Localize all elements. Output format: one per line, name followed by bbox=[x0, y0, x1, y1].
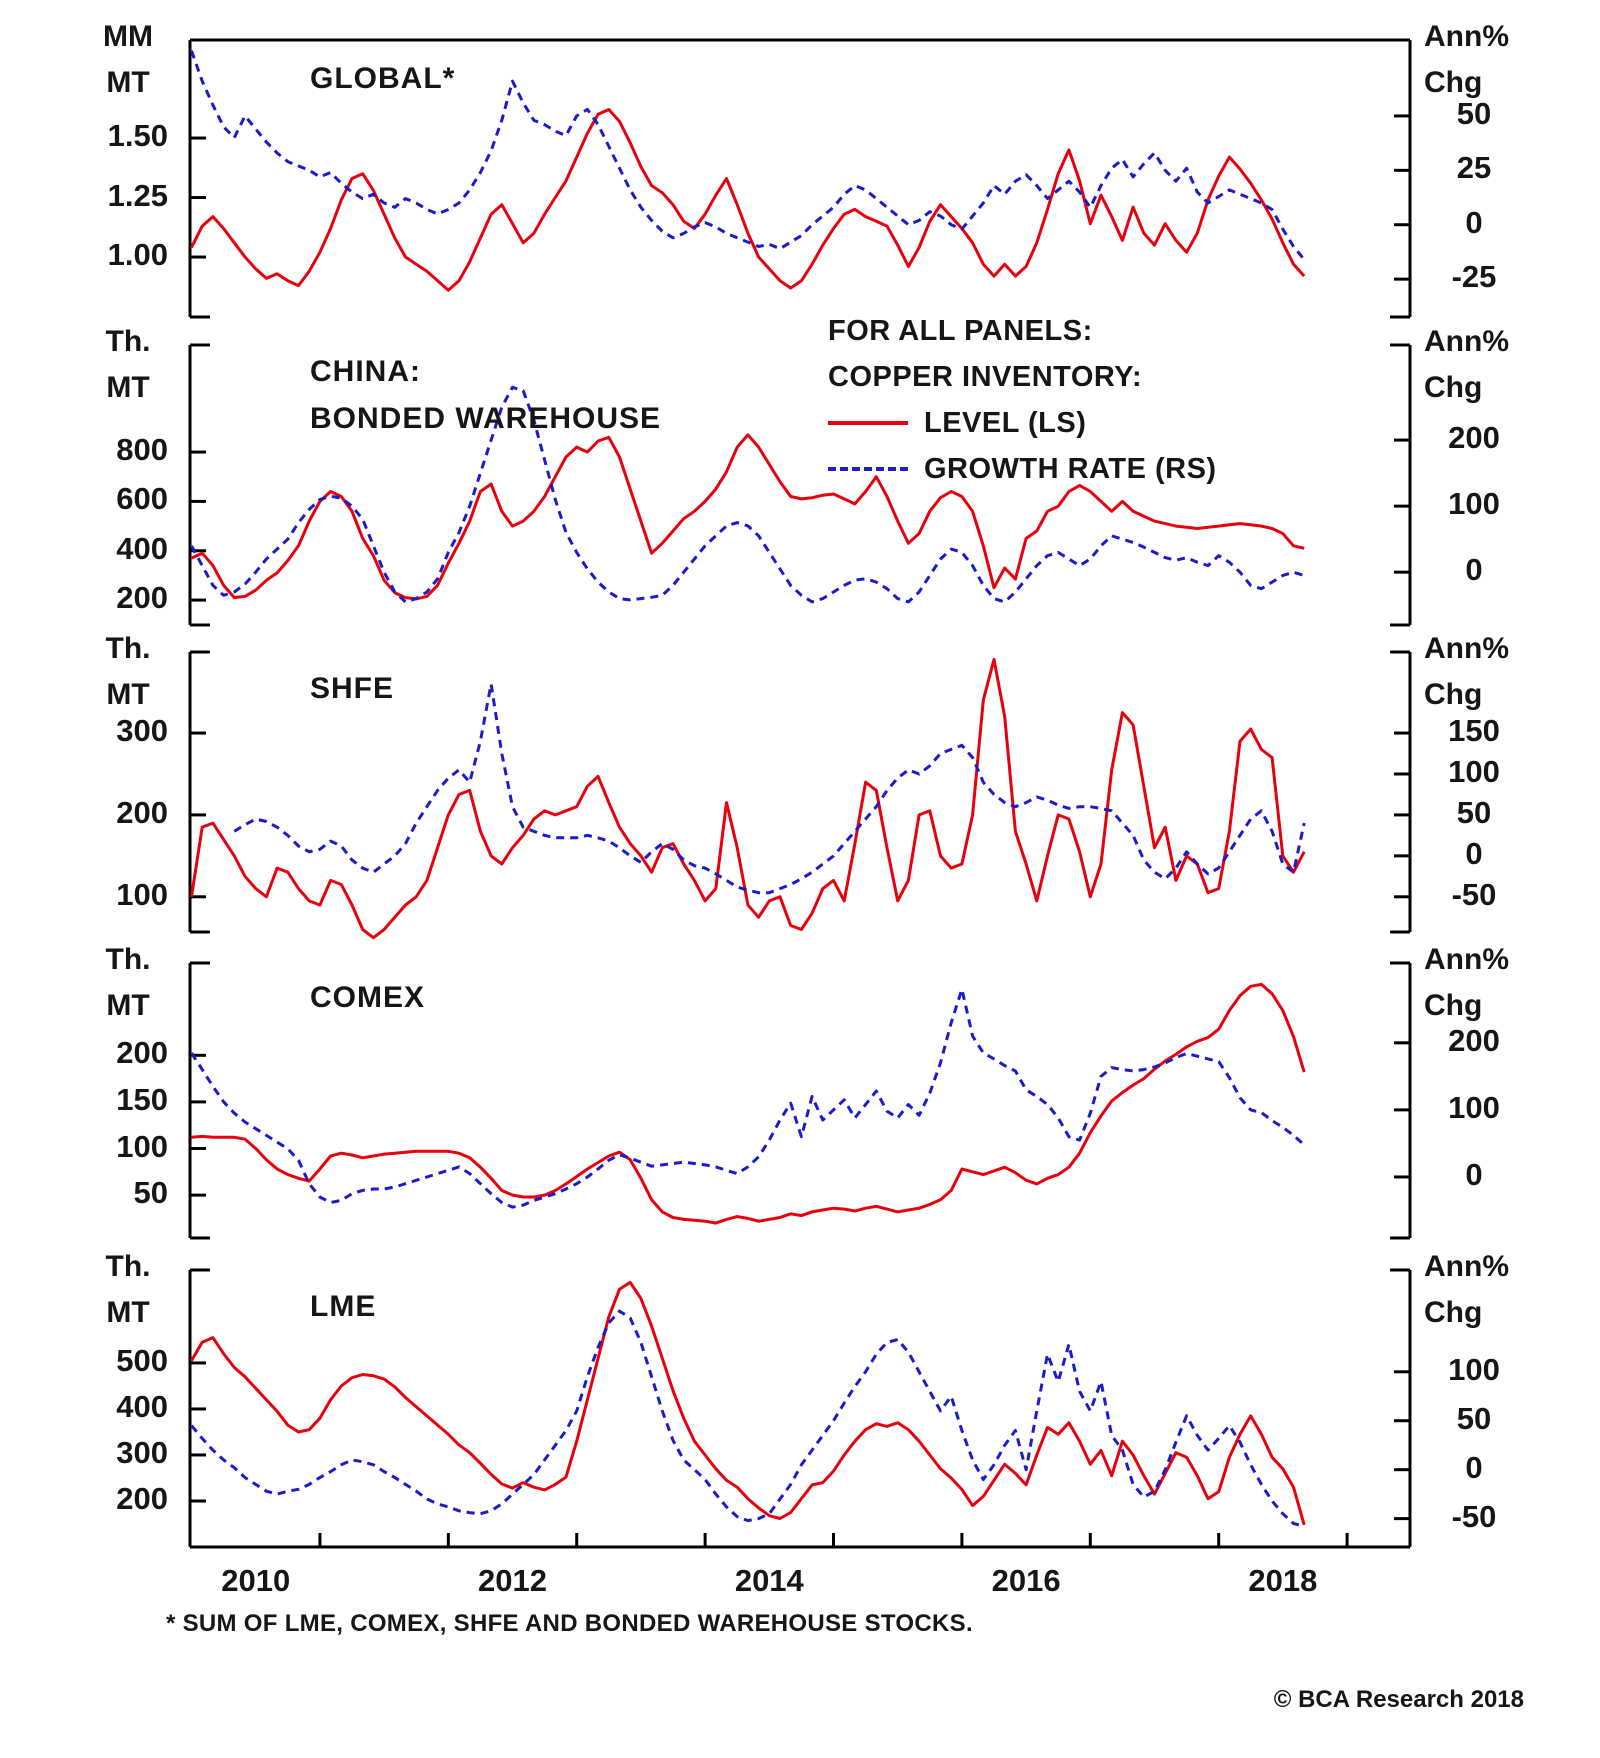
y-tick-label-left: 150 bbox=[116, 1081, 168, 1117]
x-year-label: 2012 bbox=[478, 1563, 547, 1598]
y-tick-label-right: 0 bbox=[1465, 204, 1483, 240]
y-tick-label-right: 100 bbox=[1448, 1351, 1500, 1387]
growth-line-comex bbox=[192, 989, 1305, 1207]
y-tick-label-left: 100 bbox=[116, 876, 168, 912]
legend-item-level bbox=[828, 400, 1217, 446]
y-tick-label-left: 400 bbox=[116, 1388, 168, 1424]
y-tick-label-left: 1.50 bbox=[107, 118, 168, 154]
panel-title-lme: LME bbox=[310, 1290, 377, 1323]
y-tick-label-left: 200 bbox=[116, 580, 168, 616]
y-tick-label-right: -50 bbox=[1451, 1498, 1497, 1534]
right-axis-unit: Chg bbox=[1424, 989, 1483, 1022]
y-tick-label-left: 800 bbox=[116, 432, 168, 468]
y-tick-label-left: 50 bbox=[133, 1175, 168, 1211]
y-tick-label-left: 1.25 bbox=[107, 177, 168, 213]
y-tick-label-left: 200 bbox=[116, 794, 168, 830]
y-tick-label-right: -50 bbox=[1451, 876, 1497, 912]
legend-header-2: COPPER INVENTORY: bbox=[828, 361, 1143, 393]
growth-line-lme bbox=[192, 1311, 1305, 1526]
y-tick-label-left: 600 bbox=[116, 481, 168, 517]
x-year-label: 2016 bbox=[991, 1563, 1061, 1598]
panel-title-comex: COMEX bbox=[310, 981, 426, 1014]
y-tick-label-left: 100 bbox=[116, 1128, 168, 1164]
left-axis-unit: MT bbox=[106, 371, 150, 404]
y-tick-label-right: 0 bbox=[1465, 1449, 1483, 1485]
right-axis-unit: Ann% bbox=[1424, 632, 1509, 665]
level-line-swatch bbox=[828, 421, 908, 425]
legend-item-growth bbox=[828, 446, 1217, 492]
right-axis-unit: Ann% bbox=[1424, 20, 1509, 53]
y-tick-label-right: 50 bbox=[1456, 1400, 1492, 1436]
left-axis-unit: MT bbox=[106, 989, 150, 1022]
y-tick-label-right: -25 bbox=[1451, 259, 1497, 295]
y-tick-label-right: 150 bbox=[1448, 713, 1500, 749]
y-tick-label-left: 300 bbox=[116, 713, 168, 749]
y-tick-label-right: 100 bbox=[1448, 486, 1500, 522]
y-tick-label-right: 200 bbox=[1448, 1022, 1500, 1058]
left-axis-unit: MM bbox=[103, 20, 153, 53]
panel-title-china-bonded-warehouse: BONDED WAREHOUSE bbox=[310, 402, 662, 435]
x-year-label: 2014 bbox=[734, 1563, 804, 1598]
left-axis-unit: MT bbox=[106, 66, 150, 99]
y-tick-label-left: 500 bbox=[116, 1342, 168, 1378]
left-axis-unit: MT bbox=[106, 1296, 150, 1329]
right-axis-unit: Ann% bbox=[1424, 325, 1509, 358]
y-tick-label-right: 0 bbox=[1465, 835, 1483, 871]
right-axis-unit: Chg bbox=[1424, 371, 1483, 404]
y-tick-label-right: 100 bbox=[1448, 753, 1500, 789]
left-axis-unit: Th. bbox=[105, 943, 151, 976]
y-tick-label-right: 50 bbox=[1456, 794, 1492, 830]
y-tick-label-right: 200 bbox=[1448, 420, 1500, 456]
y-tick-label-left: 300 bbox=[116, 1434, 168, 1470]
right-axis-unit: Ann% bbox=[1424, 1250, 1509, 1283]
y-tick-label-right: 0 bbox=[1465, 1156, 1483, 1192]
x-year-label: 2018 bbox=[1248, 1563, 1318, 1598]
right-axis-unit: Chg bbox=[1424, 1296, 1483, 1329]
y-tick-label-right: 50 bbox=[1456, 95, 1492, 131]
legend bbox=[828, 308, 1217, 492]
legend-item-growth-label: GROWTH RATE (RS) bbox=[924, 452, 1217, 485]
panel-title-global: GLOBAL* bbox=[310, 62, 456, 95]
legend-header-1: FOR ALL PANELS: bbox=[828, 315, 1093, 347]
y-tick-label-left: 200 bbox=[116, 1035, 168, 1071]
right-axis-unit: Ann% bbox=[1424, 943, 1509, 976]
level-line-comex bbox=[192, 984, 1305, 1223]
y-tick-label-right: 0 bbox=[1465, 552, 1483, 588]
panel-title-china-bonded-warehouse: CHINA: bbox=[310, 355, 421, 388]
left-axis-unit: Th. bbox=[105, 632, 151, 665]
x-year-label: 2010 bbox=[221, 1563, 291, 1598]
growth-line-swatch bbox=[828, 467, 908, 471]
level-line-global bbox=[192, 110, 1305, 291]
legend-item-level-label: LEVEL (LS) bbox=[924, 406, 1087, 439]
y-tick-label-left: 200 bbox=[116, 1480, 168, 1516]
y-tick-label-right: 25 bbox=[1456, 150, 1492, 186]
y-tick-label-left: 1.00 bbox=[107, 237, 168, 273]
right-axis-unit: Chg bbox=[1424, 678, 1483, 711]
left-axis-unit: MT bbox=[106, 678, 150, 711]
panel-title-shfe: SHFE bbox=[310, 672, 395, 705]
y-tick-label-left: 400 bbox=[116, 530, 168, 566]
footnote: * SUM OF LME, COMEX, SHFE AND BONDED WAREHOUSE STOCKS. bbox=[166, 1610, 973, 1637]
y-tick-label-right: 100 bbox=[1448, 1089, 1500, 1125]
right-axis-unit: Chg bbox=[1424, 66, 1483, 99]
left-axis-unit: Th. bbox=[105, 325, 151, 358]
left-axis-unit: Th. bbox=[105, 1250, 151, 1283]
copyright: © BCA Research 2018 bbox=[1273, 1686, 1524, 1713]
